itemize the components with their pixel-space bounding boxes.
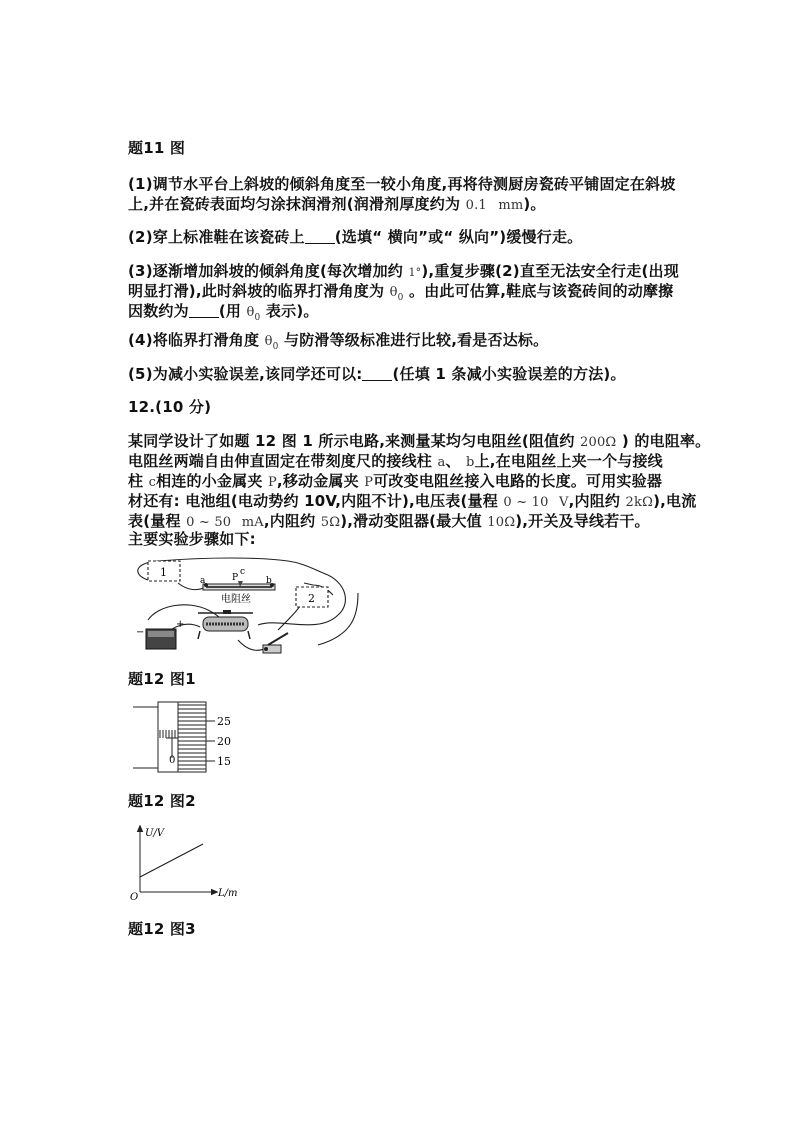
q12-para-line2: 电阻丝两端自由伸直固定在带刻度尺的接线柱 a、 b上,在电阻丝上夹一个与接线 [128,452,663,470]
answer-blank-3[interactable] [362,366,392,381]
sleeve-zero-label: 0 [169,755,176,766]
tick-label-15: 15 [217,755,231,768]
q11-step1-line2: 上,并在瓷砖表面均匀涂抹润滑剂(润滑剂厚度约为 0.1 mm)。 [128,195,546,213]
theta-symbol: θ [389,285,398,300]
resistance-wire-label: 电阻丝 [221,594,251,605]
fig11-caption: 题11 图 [128,139,186,157]
q11-step2: (2)穿上标准鞋在该瓷砖上 (选填“ 横向”或“ 纵向”)缓慢行走。 [128,228,583,246]
x-axis-label: L/m [218,888,238,899]
q11-step3-line3: 因数约为 (用 $\theta_0$ 表示)。 [128,302,319,323]
terminal-c-label: c [240,567,246,577]
circuit-figure [128,555,360,663]
fig1-caption: 题12 图1 [128,670,196,688]
q12-para-line1: 某同学设计了如题 12 图 1 所示电路,来测量某均匀电阻丝(阻值约 200Ω ) 的电阻率。 [128,432,711,450]
degree-value: 1° [408,266,422,279]
q12-heading: 12.(10 分) [128,398,212,416]
q12-para-line3: 柱 c相连的小金属夹 P,移动金属夹 P可改变电阻丝接入电路的长度。可用实验器 [128,472,663,490]
q11-step3-line1: (3)逐渐增加斜坡的倾斜角度(每次增加约 1°),重复步骤(2)直至无法安全行走(出现 [128,262,679,280]
answer-blank-2[interactable] [189,303,219,318]
fig3-caption: 题12 图3 [128,920,196,938]
clip-p-label: P [232,573,239,583]
q11-step5: (5)为减小实验误差,该同学还可以: (任填 1 条减小实验误差的方法)。 [128,365,626,383]
tick-label-20: 20 [217,735,231,748]
meter-box-1-label: 1 [160,566,167,579]
graph-line [140,844,203,877]
thickness-value: 0.1 [465,198,487,213]
terminal-a-label: a [200,576,206,586]
q12-para-line6: 主要实验步骤如下: [128,530,256,548]
meter-box-2-label: 2 [308,592,315,605]
q11-step4: (4)将临界打滑角度 $\theta_0$ 与防滑等级标准进行比较,看是否达标。 [128,331,549,352]
y-axis-label: U/V [145,828,165,839]
q11-step1-line1: (1)调节水平台上斜坡的倾斜角度至一较小角度,再将待测厨房瓷砖平铺固定在斜坡 [128,175,676,193]
battery-minus-label: − [136,627,145,638]
micrometer-figure [128,700,243,775]
q12-para-line5: 表(量程 0 ~ 50 mA,内阻约 5Ω),滑动变阻器(最大值 10Ω),开关及导线若干。 [128,512,650,530]
terminal-b-label: b [266,576,272,586]
origin-label: O [130,892,139,902]
u-l-graph [128,822,253,902]
q11-step3-line2: 明显打滑),此时斜坡的临界打滑角度为 $\theta_0$ 。由此可估算,鞋底与该瓷砖间的动摩擦 [128,282,674,303]
q12-para-line4: 材还有: 电池组(电动势约 10V,内阻不计),电压表(量程 0 ~ 10 V,内阻约 2kΩ),电流 [128,492,697,510]
thickness-unit: mm [498,198,524,213]
fig2-caption: 题12 图2 [128,792,196,810]
switch [263,633,288,653]
answer-blank-1[interactable] [305,229,335,244]
tick-label-25: 25 [217,715,231,728]
battery-plus-label: + [176,619,185,630]
